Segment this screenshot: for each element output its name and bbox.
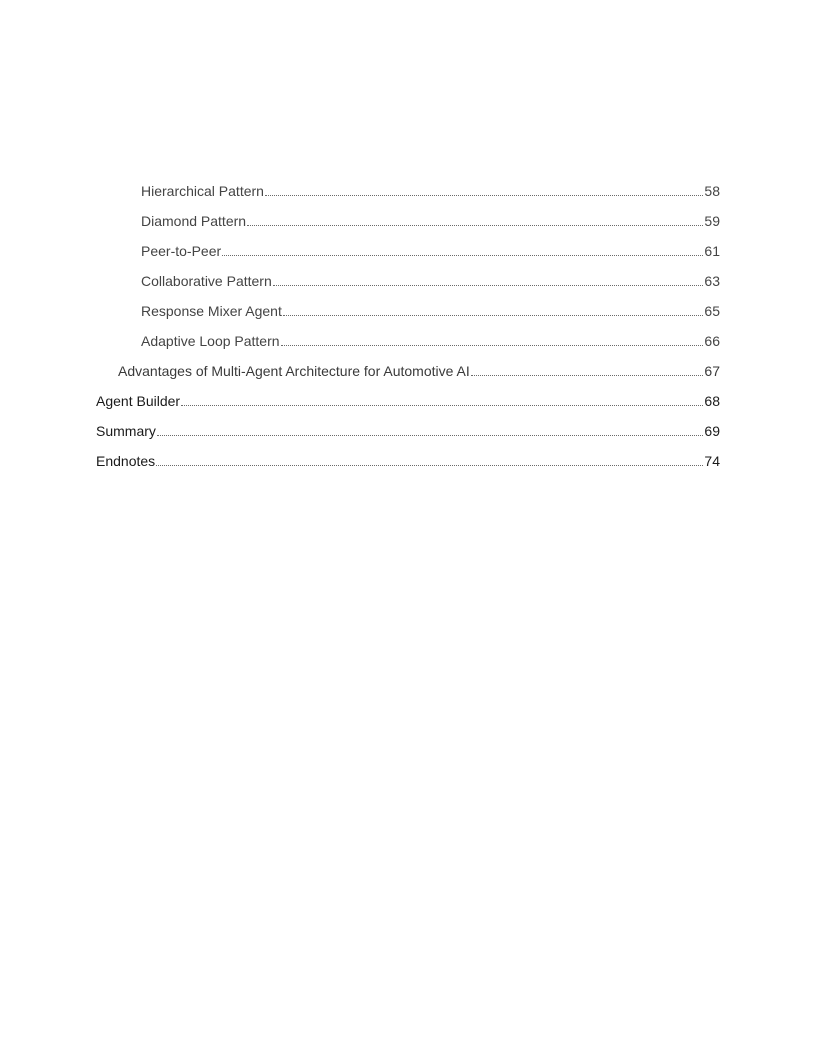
dot-leader (265, 194, 703, 196)
dot-leader (471, 374, 704, 376)
toc-entry-advantages-multi-agent[interactable] (0, 350, 816, 380)
toc-entry-title: Advantages of Multi-Agent Architecture for Automotive AI (118, 363, 470, 379)
dot-leader (181, 404, 703, 406)
toc-entry-diamond-pattern[interactable] (0, 200, 816, 230)
toc-entry-agent-builder[interactable] (0, 380, 816, 410)
toc-entry-title: Adaptive Loop Pattern (141, 333, 280, 349)
toc-entry-adaptive-loop-pattern[interactable] (0, 320, 816, 350)
toc-entry-title: Diamond Pattern (141, 213, 247, 229)
toc-entry-title: Hierarchical Pattern (141, 183, 264, 199)
toc-entry-title: Peer-to-Peer (141, 243, 222, 259)
dot-leader (273, 284, 704, 286)
toc-entry-title: Agent Builder (96, 393, 181, 409)
dot-leader (283, 314, 704, 316)
toc-entry-hierarchical-pattern[interactable] (0, 170, 816, 200)
toc-entry-title: Endnotes (96, 453, 156, 469)
toc-entry-page-number: 65 (704, 303, 720, 319)
toc-entry-page-number: 61 (704, 243, 720, 259)
dot-leader (156, 464, 703, 466)
toc-entry-title: Response Mixer Agent (141, 303, 282, 319)
toc-entry-page-number: 66 (704, 333, 720, 349)
toc-entry-title: Collaborative Pattern (141, 273, 272, 289)
toc-entry-collaborative-pattern[interactable] (0, 260, 816, 290)
toc-entry-page-number: 74 (704, 453, 720, 469)
toc-entry-summary[interactable] (0, 410, 816, 440)
toc-entry-page-number: 59 (704, 213, 720, 229)
toc-entry-page-number: 58 (704, 183, 720, 199)
toc-entry-peer-to-peer[interactable] (0, 230, 816, 260)
dot-leader (247, 224, 703, 226)
dot-leader (222, 254, 703, 256)
toc-entry-page-number: 63 (704, 273, 720, 289)
toc-entry-page-number: 68 (704, 393, 720, 409)
dot-leader (281, 344, 704, 346)
toc-entry-endnotes[interactable] (0, 440, 816, 470)
dot-leader (157, 434, 704, 436)
toc-entry-response-mixer-agent[interactable] (0, 290, 816, 320)
toc-entry-page-number: 67 (704, 363, 720, 379)
table-of-contents (0, 170, 816, 470)
toc-entry-page-number: 69 (704, 423, 720, 439)
toc-entry-title: Summary (96, 423, 156, 439)
